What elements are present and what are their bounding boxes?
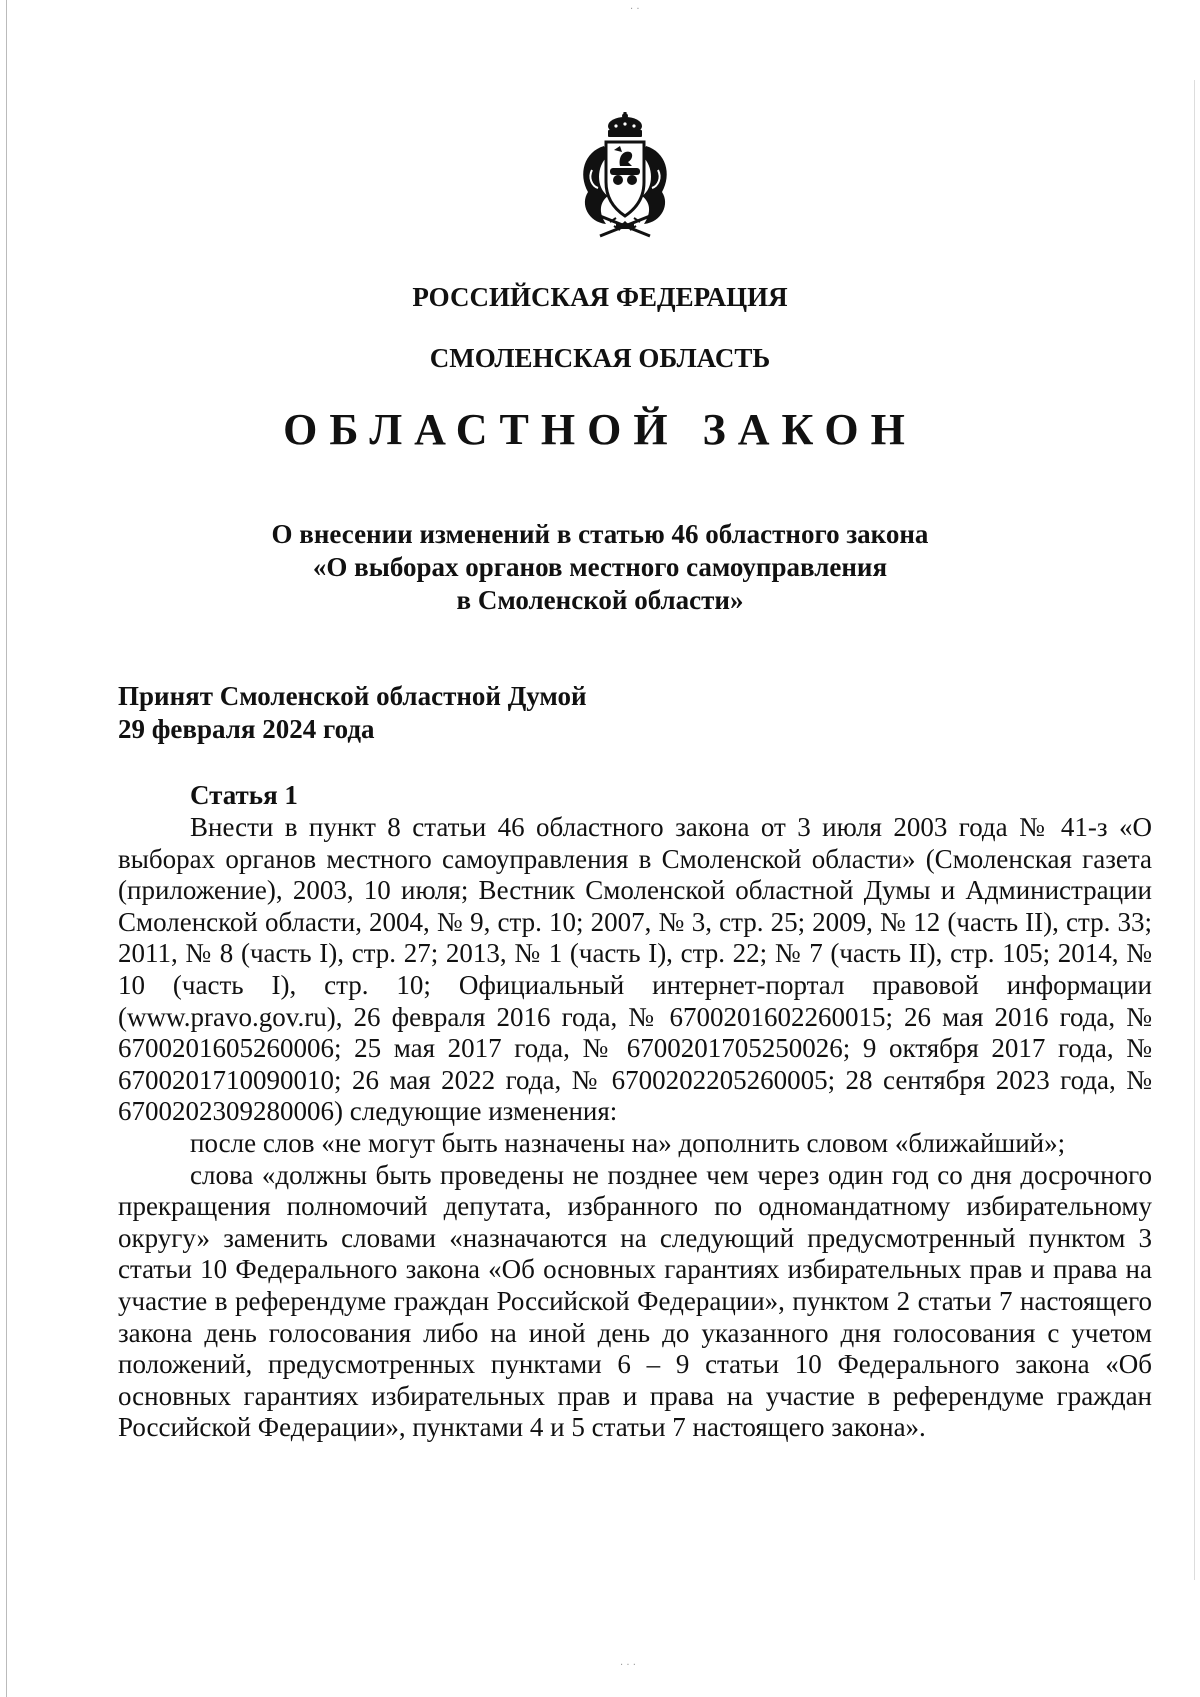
law-title-line: «О выборах органов местного самоуправления bbox=[312, 552, 888, 582]
adoption-info bbox=[118, 680, 587, 746]
adoption-date: 29 февраля 2024 года bbox=[118, 714, 375, 744]
article-heading: Статья 1 bbox=[190, 780, 298, 810]
scan-speck: · · · bbox=[620, 1660, 636, 1671]
scan-speck: · · bbox=[630, 4, 640, 15]
adoption-body: Принят Смоленской областной Думой bbox=[118, 681, 587, 711]
law-title-line: в Смоленской области» bbox=[456, 585, 744, 615]
region-heading: СМОЛЕНСКАЯ ОБЛАСТЬ bbox=[429, 343, 771, 373]
law-title-line: О внесении изменений в статью 46 областного закона bbox=[271, 519, 929, 549]
article-paragraph: Внести в пункт 8 статьи 46 областного закона от 3 июля 2003 года № 41-з «О выборах органов местного самоуправления в Смоленской области» (Смоленская газета (приложение), 2003, 10 июля; Вестник Смоленской областной Думы и Администрации Смоленской области, 2004, № 9, стр. 10; 2007, № 3, стр. 25; 2009, № 12 (часть II), стр. 33; 2011, № 8 (часть I), стр. 27; 2013, № 1 (часть I), стр. 22; № 7 (часть II), стр. 105; 2014, № 10 (часть I), стр. 10; Официальный интернет-портал правовой информации (www.pravo.gov.ru), 26 февраля 2016 года, № 6700201602260015; 26 мая 2016 года, № 6700201605260006; 25 мая 2017 года, № 6700201705250026; 9 октября 2017 года, № 6700201710090010; 26 мая 2022 года, № 6700202205260005; 28 сентября 2023 года, № 6700202309280006) следующие изменения: bbox=[118, 812, 1152, 1127]
article-body bbox=[118, 812, 1152, 1444]
scan-edge-left bbox=[6, 0, 7, 1697]
law-title bbox=[0, 518, 1200, 617]
document-type-heading: ОБЛАСТНОЙ ЗАКОН bbox=[283, 405, 917, 454]
article-paragraph: слова «должны быть проведены не позднее чем через один год со дня досрочного прекращения полномочий депутата, избранного по одномандатному избирательному округу» заменить словами «назначаются на следующий предусмотренный пунктом 3 статьи 10 Федерального закона «Об основных гарантиях избирательных прав и права на участие в референдуме граждан Российской Федерации», пунктом 2 статьи 7 настоящего закона день голосования либо на иной день до указанного дня голосования с учетом положений, предусмотренных пунктами 6 – 9 статьи 10 Федерального закона «Об основных гарантиях избирательных прав и права на участие в референдуме граждан Российской Федерации», пунктами 4 и 5 статьи 7 настоящего закона». bbox=[118, 1159, 1152, 1443]
country-heading: РОССИЙСКАЯ ФЕДЕРАЦИЯ bbox=[412, 282, 788, 312]
article-paragraph: после слов «не могут быть назначены на» дополнить словом «ближайший»; bbox=[190, 1127, 1066, 1158]
smolensk-coat-of-arms-icon bbox=[570, 112, 680, 240]
